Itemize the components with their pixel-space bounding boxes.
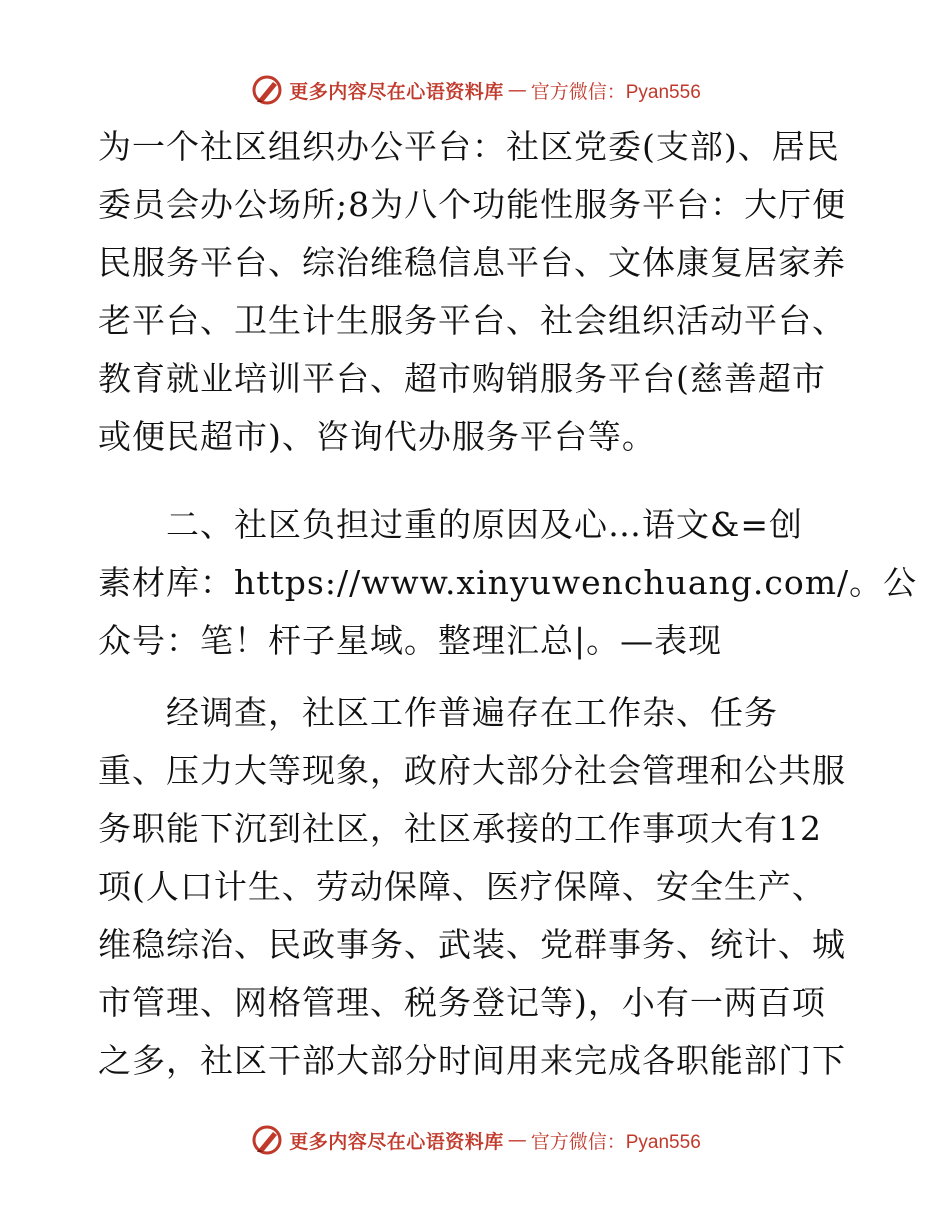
text-line: 委员会办公场所;8为八个功能性服务平台：大厅便: [98, 185, 847, 224]
paragraph-platforms: [98, 118, 858, 466]
text-line: 民服务平台、综治维稳信息平台、文体康复居家养: [98, 243, 846, 282]
watermark-wechat: 官方微信：Pyan556: [530, 1131, 701, 1153]
watermark-header: [0, 70, 950, 110]
text-line: 或便民超市)、咨询代办服务平台等。: [98, 417, 656, 456]
text-line: 老平台、卫生计生服务平台、社会组织活动平台、: [98, 301, 846, 340]
pen-in-circle-logo: [249, 72, 285, 108]
text-line: 维稳综治、民政事务、武装、党群事务、统计、城: [98, 925, 846, 964]
section-heading: [98, 496, 918, 670]
text-line: 为一个社区组织办公平台：社区党委(支部)、居民: [98, 127, 840, 166]
heading-line: 众号：笔！杆子星域。整理汇总|。—表现: [98, 621, 723, 660]
watermark-footer: [0, 1120, 950, 1160]
text-line: 之多，社区干部大部分时间用来完成各职能部门下: [98, 1041, 846, 1080]
document-body: [98, 118, 918, 1090]
text-line: 经调查，社区工作普遍存在工作杂、任务: [98, 693, 778, 732]
watermark-separator: —: [507, 1129, 527, 1151]
pen-in-circle-logo: [249, 1122, 285, 1158]
heading-line: 素材库：https://www.xinyuwenchuang.com/。公: [98, 563, 918, 602]
watermark-separator: —: [507, 79, 527, 101]
watermark-wechat: 官方微信：Pyan556: [530, 81, 701, 103]
paragraph-investigation: [98, 684, 858, 1090]
text-line: 教育就业培训平台、超市购销服务平台(慈善超市: [98, 359, 826, 398]
text-line: 务职能下沉到社区，社区承接的工作事项大有12: [98, 809, 822, 848]
text-line: 项(人口计生、劳动保障、医疗保障、安全生产、: [98, 867, 826, 906]
text-line: 重、压力大等现象，政府大部分社会管理和公共服: [98, 751, 846, 790]
heading-line: 二、社区负担过重的原因及心…语文&=创: [98, 505, 804, 544]
watermark-brand: 更多内容尽在心语资料库: [289, 80, 504, 103]
watermark-brand: 更多内容尽在心语资料库: [289, 1130, 504, 1153]
text-line: 市管理、网格管理、税务登记等)，小有一两百项: [98, 983, 826, 1022]
